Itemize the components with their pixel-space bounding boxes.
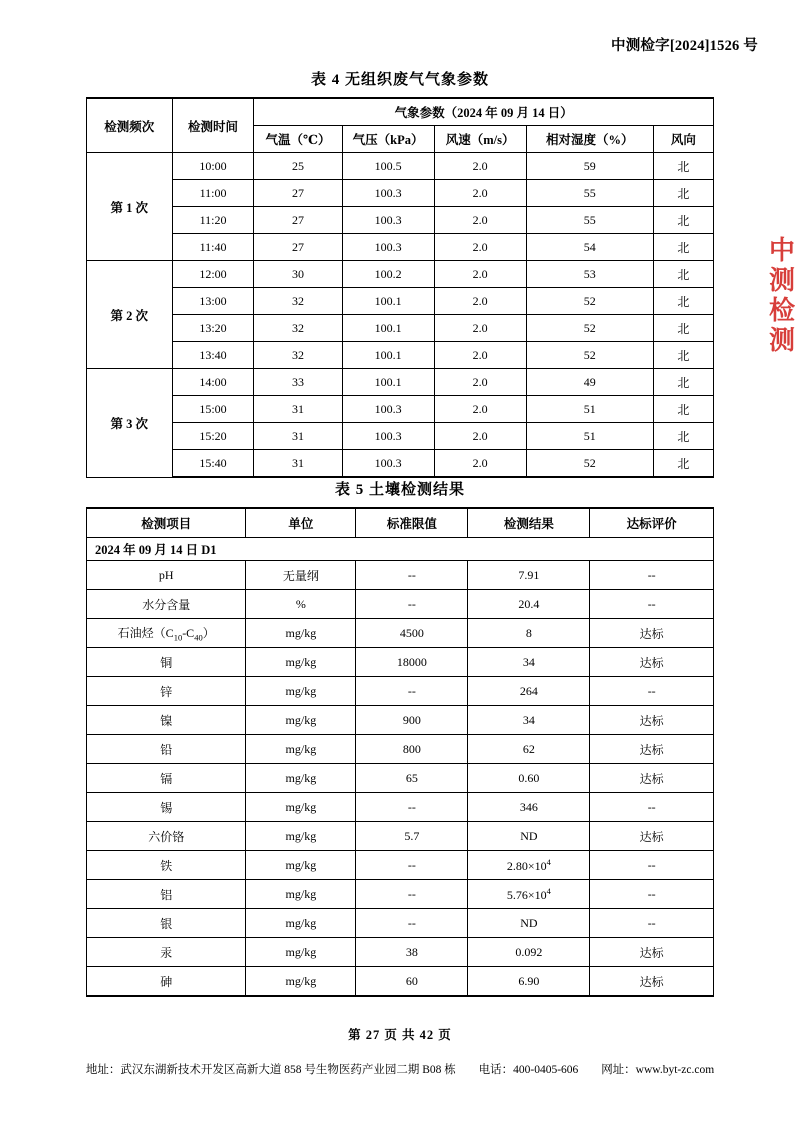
cell-humidity: 49	[526, 369, 653, 396]
cell-unit: mg/kg	[246, 764, 356, 793]
cell-evaluation: 达标	[590, 706, 714, 735]
cell-temp: 31	[254, 396, 342, 423]
header-evaluation: 达标评价	[590, 508, 714, 538]
cell-wind-speed: 2.0	[434, 207, 526, 234]
document-number: 中测检字[2024]1526 号	[611, 38, 758, 54]
header-weather-group: 气象参数（2024 年 09 月 14 日）	[254, 98, 714, 126]
cell-result: 6.90	[468, 967, 590, 997]
cell-result: 8	[468, 619, 590, 648]
cell-evaluation: 达标	[590, 822, 714, 851]
header-temperature: 气温（℃）	[254, 126, 342, 153]
cell-unit: mg/kg	[246, 648, 356, 677]
table-row	[87, 822, 714, 851]
table-row	[87, 153, 714, 180]
cell-result: 34	[468, 706, 590, 735]
cell-result: 34	[468, 648, 590, 677]
table-row	[87, 315, 714, 342]
cell-pressure: 100.1	[342, 288, 434, 315]
table-row	[87, 938, 714, 967]
cell-humidity: 52	[526, 288, 653, 315]
cell-limit: 65	[356, 764, 468, 793]
cell-item: 镉	[87, 764, 246, 793]
cell-item: 银	[87, 909, 246, 938]
table4-title: 表 4 无组织废气气象参数	[310, 72, 489, 88]
table5-container	[86, 478, 714, 997]
cell-item: 锡	[87, 793, 246, 822]
cell-evaluation: 达标	[590, 764, 714, 793]
cell-wind-dir: 北	[653, 288, 713, 315]
cell-unit: mg/kg	[246, 851, 356, 880]
cell-unit: %	[246, 590, 356, 619]
cell-wind-dir: 北	[653, 153, 713, 180]
cell-item: 铝	[87, 880, 246, 909]
cell-wind-speed: 2.0	[434, 180, 526, 207]
cell-wind-speed: 2.0	[434, 369, 526, 396]
cell-pressure: 100.1	[342, 342, 434, 369]
table-row	[87, 764, 714, 793]
cell-wind-speed: 2.0	[434, 396, 526, 423]
table4-body	[87, 153, 714, 478]
cell-time: 15:00	[172, 396, 254, 423]
cell-wind-speed: 2.0	[434, 315, 526, 342]
cell-wind-dir: 北	[653, 207, 713, 234]
table5-title: 表 5 土壤检测结果	[334, 482, 465, 498]
cell-temp: 32	[254, 288, 342, 315]
table-row	[87, 648, 714, 677]
cell-wind-dir: 北	[653, 342, 713, 369]
table-row	[87, 180, 714, 207]
cell-limit: --	[356, 851, 468, 880]
header-item: 检测项目	[87, 508, 246, 538]
frequency-cell: 第 1 次	[87, 153, 173, 261]
table-row	[87, 423, 714, 450]
cell-temp: 27	[254, 207, 342, 234]
cell-limit: --	[356, 909, 468, 938]
table4-container	[86, 68, 714, 478]
cell-result: $2.80\times 10^4$	[468, 851, 590, 880]
cell-humidity: 51	[526, 423, 653, 450]
cell-wind-dir: 北	[653, 315, 713, 342]
cell-wind-dir: 北	[653, 234, 713, 261]
cell-pressure: 100.2	[342, 261, 434, 288]
cell-limit: 38	[356, 938, 468, 967]
cell-evaluation: --	[590, 793, 714, 822]
cell-humidity: 59	[526, 153, 653, 180]
cell-pressure: 100.3	[342, 450, 434, 478]
cell-item: 铜	[87, 648, 246, 677]
cell-item: 铅	[87, 735, 246, 764]
table-row	[87, 288, 714, 315]
cell-wind-speed: 2.0	[434, 288, 526, 315]
table-row	[87, 967, 714, 997]
weather-parameters-table	[86, 97, 714, 478]
cell-item: 水分含量	[87, 590, 246, 619]
cell-evaluation: 达标	[590, 619, 714, 648]
cell-item: 镍	[87, 706, 246, 735]
cell-wind-speed: 2.0	[434, 342, 526, 369]
cell-pressure: 100.3	[342, 396, 434, 423]
cell-temp: 27	[254, 234, 342, 261]
cell-result: ND	[468, 822, 590, 851]
cell-item: 砷	[87, 967, 246, 997]
table-row	[87, 450, 714, 478]
cell-result: 264	[468, 677, 590, 706]
cell-unit: mg/kg	[246, 735, 356, 764]
cell-time: 13:20	[172, 315, 254, 342]
cell-unit: mg/kg	[246, 967, 356, 997]
cell-wind-dir: 北	[653, 396, 713, 423]
cell-humidity: 55	[526, 180, 653, 207]
table-row	[87, 706, 714, 735]
cell-humidity: 51	[526, 396, 653, 423]
cell-unit: mg/kg	[246, 793, 356, 822]
page-number: 第 27 页 共 42 页	[348, 1028, 452, 1042]
cell-wind-dir: 北	[653, 369, 713, 396]
footer-phone: 电话：400-0405-606	[478, 1064, 579, 1076]
cell-time: 15:20	[172, 423, 254, 450]
cell-pressure: 100.1	[342, 315, 434, 342]
cell-time: 12:00	[172, 261, 254, 288]
header-frequency: 检测频次	[87, 98, 173, 153]
table-row	[87, 880, 714, 909]
cell-result: 7.91	[468, 561, 590, 590]
cell-unit: mg/kg	[246, 677, 356, 706]
soil-results-table	[86, 507, 714, 997]
cell-unit: mg/kg	[246, 619, 356, 648]
cell-temp: 32	[254, 342, 342, 369]
table-row	[87, 342, 714, 369]
cell-limit: --	[356, 793, 468, 822]
cell-result: 20.4	[468, 590, 590, 619]
cell-temp: 25	[254, 153, 342, 180]
table-row	[87, 793, 714, 822]
cell-pressure: 100.3	[342, 234, 434, 261]
cell-evaluation: --	[590, 909, 714, 938]
cell-limit: --	[356, 677, 468, 706]
header-wind-speed: 风速（m/s）	[434, 126, 526, 153]
table5-body	[87, 538, 714, 997]
table-row	[87, 561, 714, 590]
cell-humidity: 53	[526, 261, 653, 288]
cell-evaluation: --	[590, 851, 714, 880]
cell-time: 10:00	[172, 153, 254, 180]
table-row	[87, 619, 714, 648]
footer-address: 地址：武汉东湖新技术开发区高新大道 858 号生物医药产业园二期 B08 栋	[85, 1064, 456, 1076]
cell-temp: 32	[254, 315, 342, 342]
cell-limit: --	[356, 880, 468, 909]
cell-limit: 900	[356, 706, 468, 735]
cell-evaluation: 达标	[590, 648, 714, 677]
table-row	[87, 851, 714, 880]
cell-evaluation: --	[590, 880, 714, 909]
cell-temp: 33	[254, 369, 342, 396]
sample-label: 2024 年 09 月 14 日 D1	[87, 538, 714, 561]
cell-humidity: 52	[526, 315, 653, 342]
cell-temp: 31	[254, 450, 342, 478]
cell-result: 62	[468, 735, 590, 764]
cell-temp: 30	[254, 261, 342, 288]
cell-item: pH	[87, 561, 246, 590]
cell-unit: mg/kg	[246, 706, 356, 735]
cell-limit: --	[356, 590, 468, 619]
cell-limit: 60	[356, 967, 468, 997]
table4-head	[87, 98, 714, 153]
cell-wind-speed: 2.0	[434, 234, 526, 261]
red-seal-stamp: 中测检测	[768, 236, 795, 355]
cell-evaluation: 达标	[590, 735, 714, 764]
header-limit: 标准限值	[356, 508, 468, 538]
cell-pressure: 100.5	[342, 153, 434, 180]
footer-contact	[0, 1061, 800, 1077]
footer-website: 网址：www.byt-zc.com	[601, 1064, 715, 1076]
table-row	[87, 909, 714, 938]
cell-evaluation: --	[590, 590, 714, 619]
cell-unit: mg/kg	[246, 909, 356, 938]
cell-unit: mg/kg	[246, 880, 356, 909]
cell-time: 11:40	[172, 234, 254, 261]
cell-humidity: 54	[526, 234, 653, 261]
header-wind-direction: 风向	[653, 126, 713, 153]
cell-limit: 4500	[356, 619, 468, 648]
cell-temp: 31	[254, 423, 342, 450]
table-row	[87, 396, 714, 423]
cell-evaluation: 达标	[590, 967, 714, 997]
cell-humidity: 52	[526, 450, 653, 478]
cell-humidity: 52	[526, 342, 653, 369]
table-row	[87, 677, 714, 706]
header-time: 检测时间	[172, 98, 254, 153]
cell-result: 0.092	[468, 938, 590, 967]
cell-limit: --	[356, 561, 468, 590]
table-row	[87, 590, 714, 619]
cell-temp: 27	[254, 180, 342, 207]
cell-wind-dir: 北	[653, 261, 713, 288]
cell-item: 锌	[87, 677, 246, 706]
table5-header-row	[87, 508, 714, 538]
cell-humidity: 55	[526, 207, 653, 234]
cell-pressure: 100.3	[342, 207, 434, 234]
table-row	[87, 234, 714, 261]
sample-label-row	[87, 538, 714, 561]
cell-limit: 18000	[356, 648, 468, 677]
cell-item: 铁	[87, 851, 246, 880]
table-row	[87, 735, 714, 764]
cell-evaluation: 达标	[590, 938, 714, 967]
cell-time: 11:20	[172, 207, 254, 234]
cell-time: 14:00	[172, 369, 254, 396]
cell-result: 0.60	[468, 764, 590, 793]
cell-time: 13:40	[172, 342, 254, 369]
header-result: 检测结果	[468, 508, 590, 538]
cell-pressure: 100.3	[342, 180, 434, 207]
cell-result: 346	[468, 793, 590, 822]
cell-pressure: 100.1	[342, 369, 434, 396]
cell-time: 11:00	[172, 180, 254, 207]
cell-unit: mg/kg	[246, 938, 356, 967]
cell-limit: 800	[356, 735, 468, 764]
cell-wind-speed: 2.0	[434, 423, 526, 450]
table5-head	[87, 508, 714, 538]
cell-limit: 5.7	[356, 822, 468, 851]
cell-wind-speed: 2.0	[434, 153, 526, 180]
table-row	[87, 261, 714, 288]
table-row	[87, 207, 714, 234]
cell-time: 13:00	[172, 288, 254, 315]
frequency-cell: 第 2 次	[87, 261, 173, 369]
cell-unit: 无量纲	[246, 561, 356, 590]
cell-wind-dir: 北	[653, 450, 713, 478]
cell-item: 汞	[87, 938, 246, 967]
cell-item: 六价铬	[87, 822, 246, 851]
cell-evaluation: --	[590, 677, 714, 706]
header-unit: 单位	[246, 508, 356, 538]
cell-pressure: 100.3	[342, 423, 434, 450]
table4-header-row-1	[87, 98, 714, 126]
cell-result: $5.76\times 10^4$	[468, 880, 590, 909]
table-row	[87, 369, 714, 396]
cell-item: 石油烃$(C_{10}-C_{40})$	[87, 619, 246, 648]
cell-wind-speed: 2.0	[434, 450, 526, 478]
cell-wind-dir: 北	[653, 423, 713, 450]
cell-time: 15:40	[172, 450, 254, 478]
cell-evaluation: --	[590, 561, 714, 590]
header-humidity: 相对湿度（%）	[526, 126, 653, 153]
cell-wind-dir: 北	[653, 180, 713, 207]
cell-wind-speed: 2.0	[434, 261, 526, 288]
frequency-cell: 第 3 次	[87, 369, 173, 478]
cell-result: ND	[468, 909, 590, 938]
cell-unit: mg/kg	[246, 822, 356, 851]
header-pressure: 气压（kPa）	[342, 126, 434, 153]
